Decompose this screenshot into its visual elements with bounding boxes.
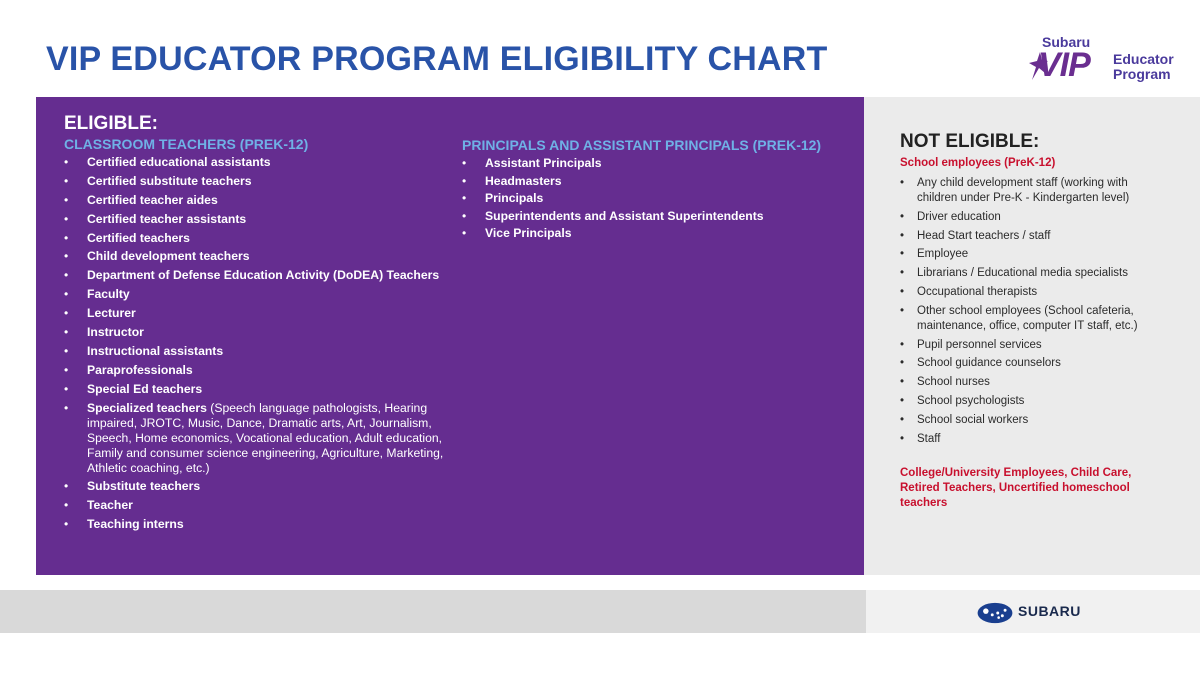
list-item-specialized: • Specialized teachers (Speech language pathologists, Hearing impaired, JROTC, Music, Dance, Dramatic arts, Art, Journalism, Speech, Home economics, Vocational education, Adult education, Family and consumer science engineering, Agriculture, Marketing, Athletic coaching, etc.) — [64, 401, 464, 476]
list-item: • Assistant Principals — [462, 156, 862, 171]
list-item: • Teacher — [64, 498, 464, 513]
classroom-teachers-heading: CLASSROOM TEACHERS (PREK-12) — [64, 136, 309, 152]
subaru-stars-icon — [976, 602, 1014, 624]
list-item: • Superintendents and Assistant Superintendents — [462, 209, 862, 224]
list-item: • School social workers — [900, 413, 1160, 428]
list-item: • Principals — [462, 191, 862, 206]
list-item: • Driver education — [900, 210, 1160, 225]
footer-brand-area — [866, 590, 1200, 633]
list-item: • Special Ed teachers — [64, 382, 464, 397]
list-item: • Staff — [900, 432, 1160, 447]
eligible-panel — [36, 97, 864, 575]
principals-column — [462, 137, 862, 244]
not-eligible-list — [900, 176, 1160, 450]
footer-band — [0, 590, 866, 633]
list-item: • Instructional assistants — [64, 344, 464, 359]
list-item: • Certified teacher aides — [64, 193, 464, 208]
list-item: • Headmasters — [462, 174, 862, 189]
subaru-vip-logo — [1026, 34, 1186, 90]
list-item: • Head Start teachers / staff — [900, 229, 1160, 244]
list-item: • Child development teachers — [64, 249, 464, 264]
list-item: • Paraprofessionals — [64, 363, 464, 378]
classroom-teachers-list — [64, 155, 464, 532]
list-item: • Substitute teachers — [64, 479, 464, 494]
list-item: • School nurses — [900, 375, 1160, 390]
list-item: • Any child development staff (working with children under Pre-K - Kindergarten level) — [900, 176, 1160, 206]
not-eligible-heading: NOT ELIGIBLE: — [900, 131, 1040, 152]
list-item: • Certified teacher assistants — [64, 212, 464, 227]
list-item: • Other school employees (School cafeteria, maintenance, office, computer IT staff, etc.) — [900, 304, 1160, 334]
list-item: • Certified educational assistants — [64, 155, 464, 170]
list-item: • Vice Principals — [462, 226, 862, 241]
subaru-wordmark: SUBARU — [1018, 603, 1081, 619]
list-item: • Pupil personnel services — [900, 338, 1160, 353]
not-eligible-footer: College/University Employees, Child Care, Retired Teachers, Uncertified homeschool teachers — [900, 467, 1132, 509]
page-title: VIP EDUCATOR PROGRAM ELIGIBILITY CHART — [46, 40, 828, 78]
logo-brand: Subaru — [1042, 34, 1091, 50]
classroom-teachers-column — [64, 136, 464, 536]
list-item: • Certified substitute teachers — [64, 174, 464, 189]
not-eligible-panel — [864, 97, 1200, 575]
not-eligible-subheading: School employees (PreK-12) — [900, 157, 1056, 169]
list-item: • School guidance counselors — [900, 356, 1160, 371]
list-item: • Instructor — [64, 325, 464, 340]
principals-list — [462, 156, 862, 241]
list-item: • Faculty — [64, 287, 464, 302]
list-item: • Lecturer — [64, 306, 464, 321]
principals-heading: PRINCIPALS AND ASSISTANT PRINCIPALS (PREK-12) — [462, 137, 822, 153]
list-item: • Librarians / Educational media specialists — [900, 266, 1160, 281]
list-item: • Teaching interns — [64, 517, 464, 532]
logo-line1: Educator — [1113, 51, 1174, 67]
list-item: • Certified teachers — [64, 231, 464, 246]
logo-vip: VIP — [1038, 46, 1090, 84]
eligible-heading: ELIGIBLE: — [64, 113, 158, 134]
list-item: • Employee — [900, 247, 1160, 262]
list-item: • Occupational therapists — [900, 285, 1160, 300]
list-item: • Department of Defense Education Activity (DoDEA) Teachers — [64, 268, 464, 283]
logo-line2: Program — [1113, 66, 1171, 82]
logo-subtitle — [1113, 52, 1174, 82]
list-item: • School psychologists — [900, 394, 1160, 409]
